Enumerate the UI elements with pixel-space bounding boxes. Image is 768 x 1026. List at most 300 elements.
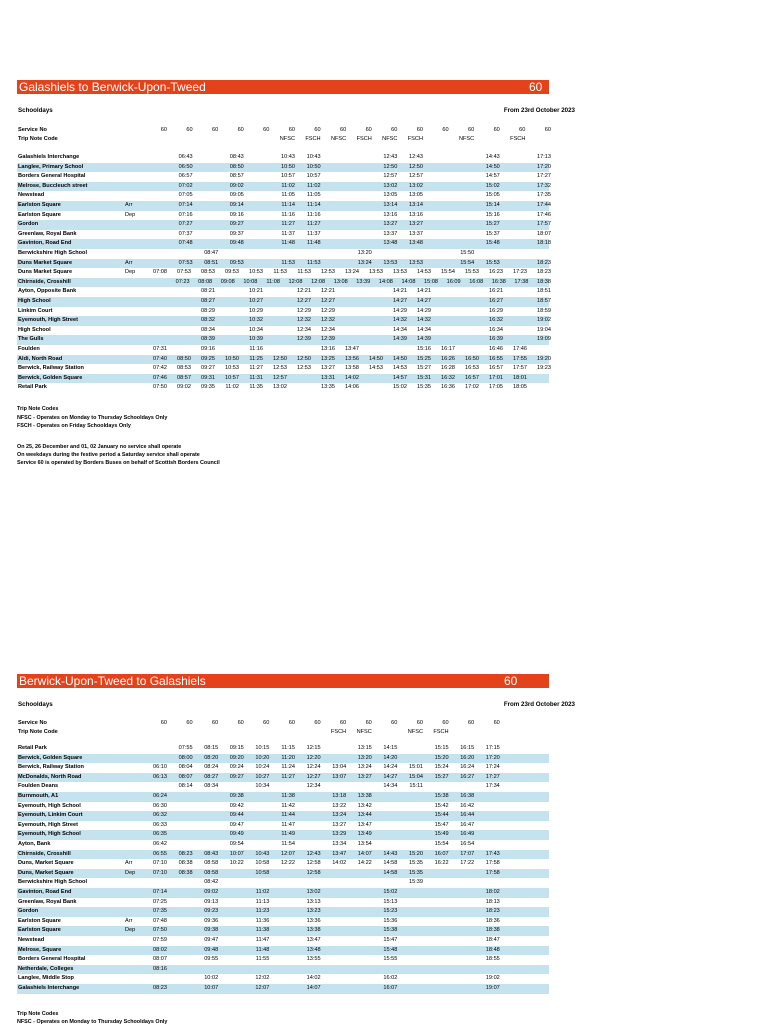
time-cell: 11:27 [281,773,295,780]
time-cell: 13:47 [306,937,321,943]
time-cell: 10:50 [281,163,295,170]
time-cell: 10:22 [229,860,244,867]
time-cell: 08:57 [177,374,191,381]
time-cell: 06:10 [153,764,167,771]
time-cell: 14:24 [383,764,398,771]
service-number: 60 [529,80,543,94]
stop-name: Aldi, North Road [18,355,63,362]
arr-dep-label: Dep [125,211,136,218]
time-cell: 19:20 [537,355,551,362]
time-cell: 08:20 [204,754,219,761]
time-cell: 09:02 [204,889,219,895]
time-cell: 13:44 [357,812,372,819]
table-row [17,859,549,869]
time-cell: 13:20 [357,250,372,256]
stop-name: Melrose, Buccleuch street [18,182,88,189]
stop-name: Earlston Square [18,202,61,208]
time-cell: 10:34 [249,326,263,333]
time-cell: 12:58 [306,869,321,876]
time-cell: 15:27 [434,773,449,780]
time-cell: 15:01 [409,764,423,771]
time-cell: 17:35 [537,192,551,199]
time-cell: 12:22 [281,860,295,867]
service-no-cell: 60 [160,720,167,726]
time-cell: 15:05 [485,192,500,199]
time-cell: 13:24 [357,259,372,266]
time-cell: 15:54 [441,269,455,276]
service-no-cell: 60 [493,127,500,133]
time-cell: 09:48 [229,240,244,247]
time-cell: 18:13 [485,898,500,905]
table-row [17,878,549,888]
time-cell: 13:27 [357,773,372,780]
time-cell: 08:24 [204,764,219,771]
time-cell: 12:21 [297,288,311,295]
time-cell: 12:29 [321,307,335,314]
table-row [17,984,549,994]
time-cell: 10:58 [255,860,270,867]
service-no-cell: 60 [467,127,475,133]
time-cell: 16:29 [489,307,503,314]
time-cell: 19:02 [485,975,500,982]
day-type: Schooldays [18,107,53,114]
table-row [17,754,549,764]
time-cell: 18:18 [537,240,551,247]
time-cell: 18:47 [485,937,500,943]
service-no-cell: 60 [416,720,423,726]
time-cell: 08:16 [153,965,167,972]
time-cell: 11:27 [249,365,263,372]
stop-name: Berwickshire High School [18,250,88,256]
time-cell: 09:16 [229,211,244,218]
time-cell: 10:32 [249,317,263,324]
time-cell: 08:00 [178,754,193,761]
time-cell: 12:57 [273,374,287,381]
time-cell: 14:08 [401,278,416,285]
time-cell: 12:07 [255,985,270,991]
time-cell: 07:37 [178,230,193,237]
time-cell: 15:48 [485,240,500,247]
table-row [17,782,549,792]
time-cell: 13:14 [409,202,423,208]
time-cell: 07:23 [175,278,190,285]
service-no-cell: 60 [288,127,295,133]
trip-note-label: Trip Note Code [18,729,58,735]
time-cell: 19:09 [537,336,551,343]
time-cell: 18:48 [485,946,500,953]
fsch-note: FSCH - Operates on Friday Schooldays Only [17,423,131,429]
time-cell: 12:57 [409,173,423,180]
stop-name: Eyemouth, Linkim Court [18,812,83,819]
time-cell: 16:50 [465,355,479,362]
time-cell: 13:34 [332,841,347,847]
time-cell: 07:35 [153,908,167,915]
stop-name: McDonalds, North Road [18,773,82,780]
stop-name: Gordon [18,221,39,228]
stop-name: Gavinton, Road End [18,889,72,895]
stop-name: Gordon [18,908,39,915]
time-cell: 16:17 [441,346,455,352]
stop-name: Berwickshire High School [18,879,88,886]
time-cell: 10:21 [249,288,263,295]
time-cell: 09:25 [201,355,215,362]
time-cell: 11:37 [281,230,295,237]
stop-name: Langlee, Primary School [18,163,84,170]
time-cell: 11:25 [249,355,263,362]
table-row [17,926,549,936]
stop-name: Berwick, Golden Square [18,754,83,761]
service-no-cell: 60 [416,127,423,133]
time-cell: 10:02 [204,975,219,982]
time-cell: 11:42 [281,802,295,809]
time-cell: 17:58 [485,860,500,867]
table-row [17,917,549,927]
time-cell: 14:58 [383,860,398,867]
time-cell: 15:55 [383,956,398,963]
time-cell: 09:37 [229,230,244,237]
time-cell: 11:37 [307,230,321,237]
time-cell: 11:53 [307,259,321,266]
table-row [17,907,549,917]
time-cell: 14:06 [345,384,359,391]
time-cell: 15:35 [417,384,431,391]
arr-dep-label: Arr [125,860,133,867]
timetable-title-bar [17,674,549,688]
time-cell: 15:50 [460,250,475,256]
table-row [17,268,549,278]
time-cell: 10:43 [306,154,321,160]
time-cell: 10:39 [249,336,263,343]
time-cell: 10:24 [255,764,270,771]
time-cell: 14:43 [485,154,500,160]
time-cell: 08:50 [177,355,191,362]
stop-name: The Gulls [18,336,44,343]
time-cell: 11:13 [255,898,270,905]
time-cell: 14:34 [417,326,431,333]
time-cell: 11:14 [281,202,295,208]
stop-name: Duns, Market Square [18,869,74,876]
time-cell: 06:42 [153,841,167,847]
time-cell: 17:34 [485,783,500,790]
time-cell: 09:38 [204,927,219,934]
time-cell: 16:28 [441,365,455,372]
time-cell: 09:55 [204,956,219,963]
time-cell: 17:57 [513,365,527,372]
time-cell: 08:27 [201,298,215,304]
stop-name: Langlee, Middle Stop [18,975,74,982]
time-cell: 06:24 [153,793,167,799]
time-cell: 13:25 [321,355,335,362]
time-cell: 12:21 [321,288,335,295]
time-cell: 09:31 [201,374,215,381]
time-cell: 11:48 [255,946,270,953]
time-cell: 12:53 [297,365,311,372]
time-cell: 08:47 [204,250,219,256]
time-cell: 12:27 [306,773,321,780]
time-cell: 15:36 [383,917,398,924]
time-cell: 17:55 [513,355,527,362]
table-row [17,307,549,317]
time-cell: 15:04 [409,773,423,780]
trip-note-cell: FSCH [330,729,347,735]
time-cell: 16:49 [460,831,475,838]
time-cell: 15:11 [409,783,423,790]
time-cell: 10:08 [243,278,258,285]
time-cell: 13:15 [357,745,372,751]
time-cell: 16:42 [460,802,475,809]
time-cell: 10:20 [255,754,270,761]
time-cell: 12:34 [297,326,311,333]
trip-note-cell: FSCH [407,136,423,142]
time-cell: 14:15 [383,745,398,751]
time-cell: 07:48 [153,917,167,924]
stop-name: Borders General Hospital [18,956,86,963]
time-cell: 10:50 [306,163,321,170]
stop-name: Ayton, Opposite Bank [18,288,77,295]
time-cell: 08:02 [153,946,167,953]
time-cell: 16:21 [489,288,503,295]
trip-note-cell: NFSC [330,136,347,142]
time-cell: 15:53 [465,269,479,276]
time-cell: 11:54 [281,841,295,847]
stop-name: Newstead [18,192,45,199]
time-cell: 14:21 [393,288,407,295]
time-cell: 06:55 [153,850,167,857]
service-no-cell: 60 [519,127,526,133]
table-row [17,182,549,192]
table-row [17,163,549,173]
time-cell: 10:34 [255,783,270,790]
table-row [17,259,549,269]
time-cell: 10:57 [281,173,295,180]
time-cell: 07:46 [153,374,167,381]
time-cell: 13:29 [332,831,347,838]
time-cell: 18:05 [513,384,527,391]
time-cell: 09:36 [204,917,219,924]
time-cell: 06:32 [153,812,167,819]
table-row [17,316,549,326]
time-cell: 13:31 [321,374,335,381]
time-cell: 12:07 [281,850,295,857]
time-cell: 11:44 [281,812,295,819]
time-cell: 13:14 [383,202,398,208]
time-cell: 08:51 [204,259,219,266]
time-cell: 09:27 [229,773,244,780]
time-cell: 15:14 [485,202,500,208]
time-cell: 15:54 [460,259,475,266]
time-cell: 06:43 [178,154,193,160]
time-cell: 06:35 [153,831,167,838]
time-cell: 15:24 [434,764,449,771]
time-cell: 11:05 [281,192,295,199]
time-cell: 12:43 [409,154,423,160]
time-cell: 12:57 [383,173,398,180]
time-cell: 13:16 [383,211,398,218]
time-cell: 07:14 [153,889,167,895]
time-cell: 08:39 [201,336,215,343]
table-row [17,898,549,908]
stop-name: Greenlaw, Royal Bank [18,230,77,237]
time-cell: 08:15 [204,745,219,751]
time-cell: 13:22 [332,802,347,809]
nfsc-note: NFSC - Operates on Monday to Thursday Schooldays Only [17,415,168,421]
time-cell: 13:53 [393,269,407,276]
stop-name: Greenlaw, Royal Bank [18,898,77,905]
time-cell: 17:27 [537,173,551,180]
service-no-cell: 60 [467,720,475,726]
time-cell: 13:07 [332,773,347,780]
time-cell: 16:53 [465,365,479,372]
time-cell: 15:53 [485,259,500,266]
time-cell: 15:54 [434,841,449,847]
time-cell: 13:02 [273,384,287,391]
service-no-label: Service No [18,127,47,133]
time-cell: 13:35 [321,384,335,391]
time-cell: 14:08 [378,278,393,285]
time-cell: 16:20 [460,754,475,761]
time-cell: 08:14 [178,783,193,790]
time-cell: 07:08 [153,269,167,276]
stop-name: Berwick, Golden Square [18,374,83,381]
time-cell: 14:50 [393,355,407,362]
festive-note: On 25, 26 December and 01, 02 January no service shall operate [17,444,182,450]
table-row [17,840,549,850]
stop-name: Retail Park [18,745,47,751]
time-cell: 14:20 [383,754,398,761]
stop-name: Berwick, Railway Station [18,764,84,771]
time-cell: 12:02 [255,975,270,982]
table-row [17,287,549,297]
table-row [17,802,549,812]
timetable-title-bar [17,80,549,94]
time-cell: 13:53 [369,269,383,276]
time-cell: 12:29 [297,307,311,314]
time-cell: 15:42 [434,802,449,809]
time-cell: 09:16 [201,346,215,352]
time-cell: 14:29 [393,307,407,314]
time-cell: 14:27 [417,298,431,304]
table-row [17,773,549,783]
time-cell: 09:20 [229,754,244,761]
time-cell: 07:10 [153,860,167,867]
stop-name: Earlston Square [18,927,61,934]
time-cell: 10:53 [249,269,263,276]
time-cell: 08:53 [201,269,215,276]
stop-name: Linkim Court [18,307,53,314]
time-cell: 08:58 [204,860,219,867]
time-cell: 16:32 [489,317,503,324]
time-cell: 08:23 [153,985,167,991]
table-row [17,201,549,211]
time-cell: 12:27 [321,298,335,304]
time-cell: 18:38 [485,927,500,934]
time-cell: 14:02 [332,860,347,867]
stop-name: High School [18,326,51,333]
time-cell: 17:05 [489,384,503,391]
stop-name: Borders General Hospital [18,173,86,180]
time-cell: 07:05 [178,192,193,199]
time-cell: 16:34 [489,326,503,333]
time-cell: 12:08 [288,278,303,285]
time-cell: 11:16 [249,346,263,352]
time-cell: 17:02 [465,384,479,391]
stop-name: Eyemouth, High School [18,802,81,809]
time-cell: 15:35 [409,860,423,867]
time-cell: 11:08 [266,278,280,285]
table-row [17,355,549,365]
time-cell: 15:38 [383,927,398,934]
time-cell: 14:22 [357,860,372,867]
operator-note: Service 60 is operated by Borders Buses on behalf of Scottish Borders Council [17,460,220,466]
time-cell: 10:58 [255,869,270,876]
service-no-cell: 60 [314,720,321,726]
time-cell: 09:02 [177,384,191,391]
time-cell: 12:39 [297,336,311,343]
time-cell: 16:39 [489,336,503,343]
table-row [17,326,549,336]
time-cell: 14:50 [369,355,383,362]
time-cell: 08:34 [204,783,219,790]
time-cell: 11:48 [281,240,295,247]
time-cell: 09:14 [229,202,244,208]
time-cell: 11:20 [281,754,295,761]
time-cell: 13:49 [357,831,372,838]
time-cell: 14:39 [417,336,431,343]
time-cell: 10:57 [306,173,321,180]
time-cell: 11:36 [255,917,270,924]
time-cell: 13:27 [321,365,335,372]
time-cell: 16:09 [446,278,461,285]
time-cell: 12:53 [321,269,335,276]
stop-name: Duns, Market Square [18,860,74,867]
stop-name: Ayton, Bank [18,841,51,847]
time-cell: 09:23 [204,908,219,915]
stop-name: Foulden Deans [18,783,59,790]
trip-note-codes-heading: Trip Note Codes [17,406,59,412]
time-cell: 17:32 [537,182,551,189]
time-cell: 14:43 [383,850,398,857]
service-no-cell: 60 [391,720,398,726]
time-cell: 09:24 [229,764,244,771]
time-cell: 13:37 [383,230,398,237]
time-cell: 12:27 [297,298,311,304]
service-number: 60 [504,674,518,688]
time-cell: 15:08 [424,278,439,285]
time-cell: 09:27 [201,365,215,372]
time-cell: 12:32 [297,317,311,324]
arr-dep-label: Dep [125,927,136,934]
time-cell: 07:50 [153,927,167,934]
time-cell: 13:53 [409,259,423,266]
time-cell: 08:08 [198,278,213,285]
service-no-label: Service No [18,720,47,726]
time-cell: 15:23 [383,908,398,915]
time-cell: 11:53 [297,269,311,276]
time-cell: 17:46 [537,211,551,218]
time-cell: 11:02 [255,889,270,895]
time-cell: 10:27 [255,773,270,780]
time-cell: 16:27 [489,298,503,304]
time-cell: 08:42 [204,879,219,886]
time-cell: 14:07 [357,850,372,857]
time-cell: 13:37 [409,230,423,237]
arr-dep-label: Arr [125,202,133,208]
time-cell: 09:02 [229,182,244,189]
service-no-cell: 60 [391,127,398,133]
table-row [17,955,549,965]
time-cell: 10:43 [255,850,270,857]
time-cell: 14:02 [306,975,321,982]
